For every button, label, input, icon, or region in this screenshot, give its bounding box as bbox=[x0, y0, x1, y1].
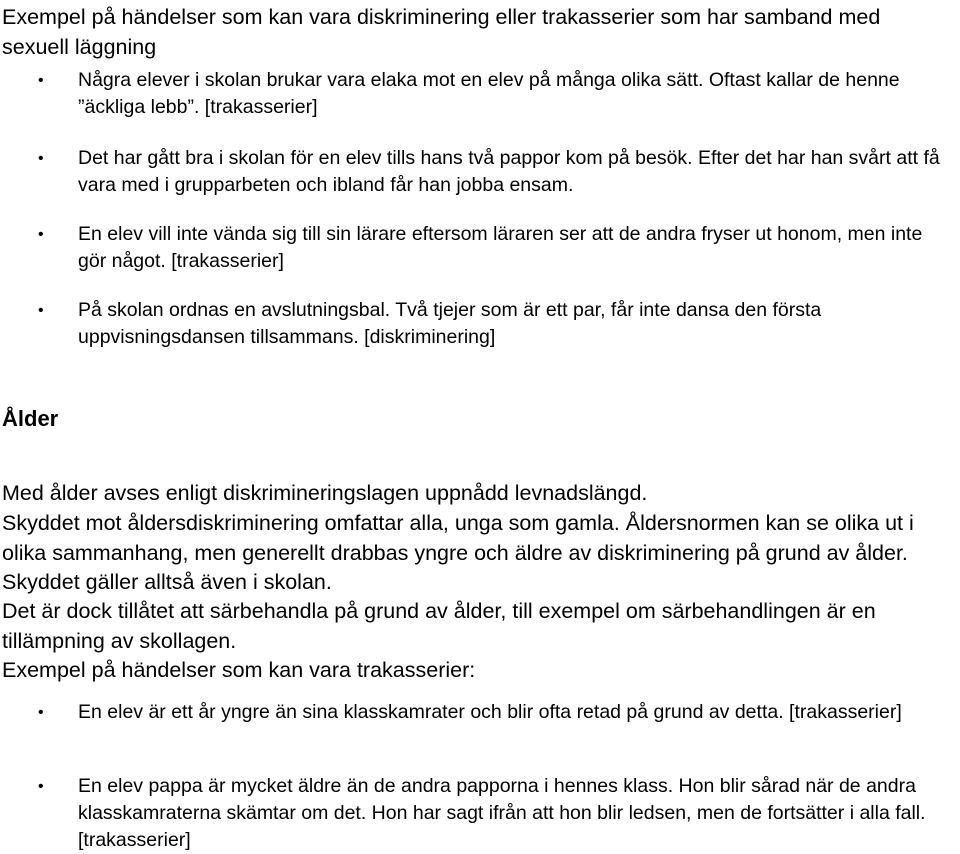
list-item-text: En elev vill inte vända sig till sin lärare eftersom läraren ser att de andra fryser ut honom, men inte gör något. [trakasserier] bbox=[78, 223, 923, 272]
list-item bbox=[0, 67, 945, 121]
bullet-icon: • bbox=[38, 778, 44, 795]
bullet-icon: • bbox=[38, 72, 44, 89]
paragraph: Med ålder avses enligt diskrimineringslagen uppnådd levnadslängd. bbox=[2, 481, 648, 505]
bullet-icon: • bbox=[38, 226, 44, 243]
list-item-text: En elev är ett år yngre än sina klasskamrater och blir ofta retad på grund av detta. [trakasserier] bbox=[78, 701, 902, 723]
intro-heading: Exempel på händelser som kan vara diskriminering eller trakasserier som har samband med sexuell läggning bbox=[2, 5, 881, 59]
list-item bbox=[0, 773, 945, 854]
list-item-text: Det har gått bra i skolan för en elev tills hans två pappor kom på besök. Efter det har han svårt att få vara med i grupparbeten och ibland får han jobba ensam. bbox=[78, 147, 940, 196]
list-item bbox=[0, 699, 945, 726]
paragraph: Exempel på händelser som kan vara trakasserier: bbox=[2, 658, 476, 682]
paragraph: Skyddet mot åldersdiskriminering omfattar alla, unga som gamla. Åldersnormen kan se olika ut i olika sammanhang, men generellt drabbas yngre och äldre av diskriminering på grund av ålder. Skyddet gäller alltså även i skolan. bbox=[2, 511, 914, 594]
list-item-text: Några elever i skolan brukar vara elaka mot en elev på många olika sätt. Oftast kallar de henne ”äckliga lebb”. [trakasserier] bbox=[78, 69, 900, 118]
bullet-icon: • bbox=[38, 150, 44, 167]
bullet-icon: • bbox=[38, 302, 44, 319]
bullet-icon: • bbox=[38, 704, 44, 721]
list-item-text: En elev pappa är mycket äldre än de andra papporna i hennes klass. Hon blir sårad när de andra klasskamraterna skämtar om det. Hon har sagt ifrån att hon blir ledsen, men de fortsätter i alla fall. [trakasserier] bbox=[78, 775, 926, 851]
list-item bbox=[0, 297, 945, 351]
list-item bbox=[0, 145, 945, 199]
paragraph: Det är dock tillåtet att särbehandla på grund av ålder, till exempel om särbehandlingen är en tillämpning av skollagen. bbox=[2, 599, 876, 653]
list-item-text: På skolan ordnas en avslutningsbal. Två tjejer som är ett par, får inte dansa den första uppvisningsdansen tillsammans. [diskriminering] bbox=[78, 299, 822, 348]
list-item bbox=[0, 221, 945, 275]
section-heading-alder: Ålder bbox=[2, 406, 59, 431]
